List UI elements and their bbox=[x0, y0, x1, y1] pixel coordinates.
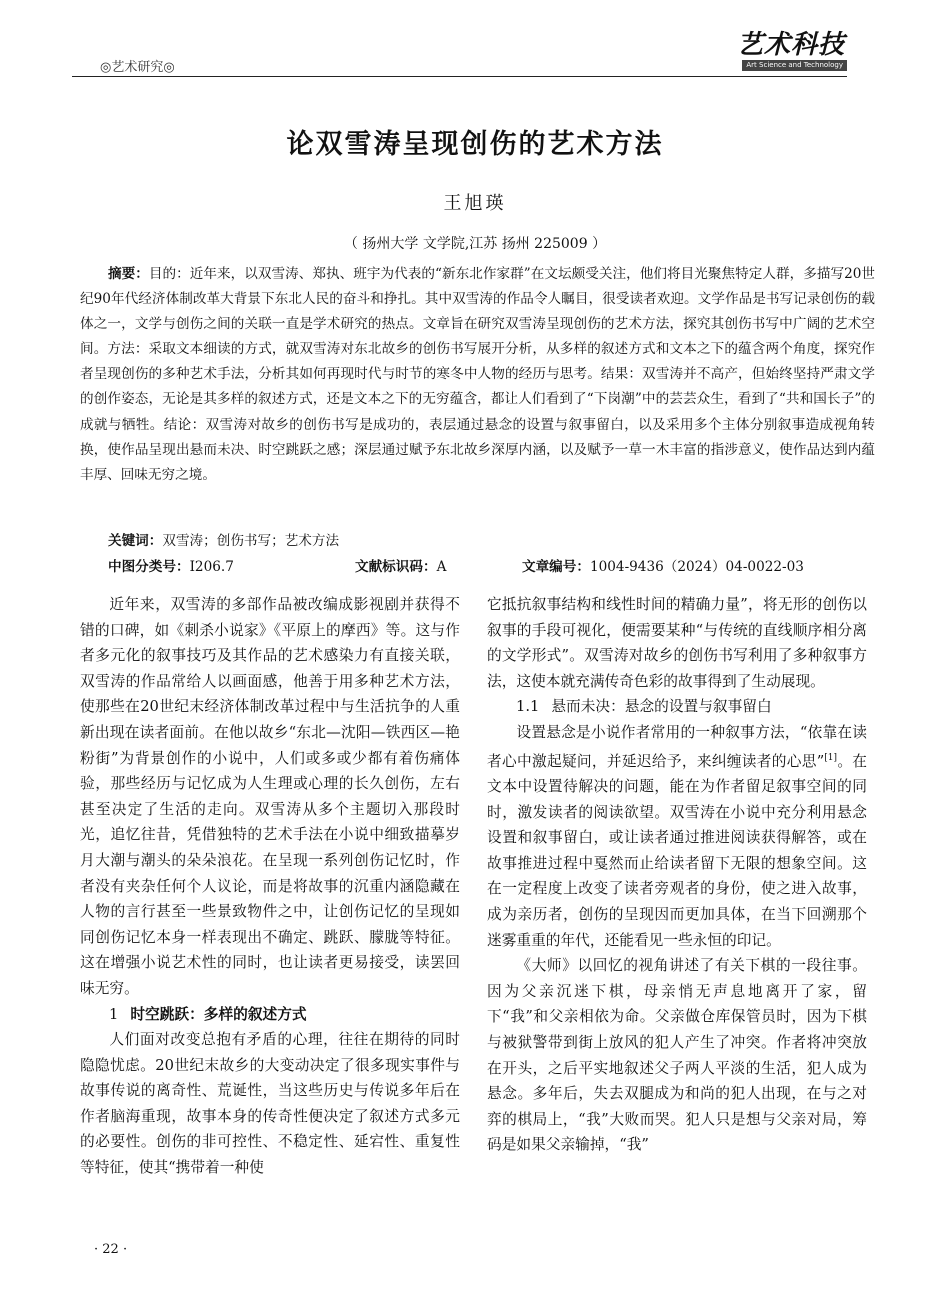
clc-label: 中图分类号： bbox=[108, 559, 190, 575]
abstract-label: 摘要： bbox=[108, 266, 149, 282]
author-affiliation: （ 扬州大学 文学院,江苏 扬州 225009 ） bbox=[343, 236, 607, 252]
journal-logo bbox=[732, 28, 847, 74]
clc-value: I206.7 bbox=[189, 559, 234, 575]
body-paragraph: 人们面对改变总抱有矛盾的心理，往往在期待的同时隐隐忧虑。20世纪末故乡的大变动决定了很多现实事件与故事传说的离奇性、荒诞性，当这些历史与传说多年后在作者脑海重现，故事本身的传奇性便决定了叙述方式多元的必要性。创伤的非可控性、不稳定性、延宕性、重复性等特征，使其“携带着一种使 bbox=[80, 1031, 460, 1177]
page-number: · 22 · bbox=[94, 1242, 128, 1257]
keywords bbox=[108, 531, 339, 551]
section-number: 1 bbox=[109, 1005, 119, 1023]
body-paragraph: 近年来，双雪涛的多部作品被改编成影视剧并获得不错的口碑，如《刺杀小说家》《平原上的摩西》等。这与作者多元化的叙事技巧及其作品的艺术感染力有直接关联，双雪涛的作品常给人以画面感，他善于用多种艺术方法，使那些在20世纪末经济体制改革过程中与生活抗争的人重新出现在读者面前。在他以故乡“东北—沈阳—铁西区—艳粉街”为背景创作的小说中，人们或多或少都有着伤痛体验，那些经历与记忆成为人生理或心理的长久创伤，左右甚至决定了生活的走向。双雪涛从多个主题切入那段时光，追忆往昔，凭借独特的艺术手法在小说中细致描摹岁月大潮与潮头的朵朵浪花。在呈现一系列创伤记忆时，作者没有夹杂任何个人议论，而是将故事的沉重内涵隐藏在人物的言行甚至一些景致物件之中，让创伤记忆的呈现如同创伤记忆本身一样表现出不确定、跳跃、朦胧等特征。这在增强小说艺术性的同时，也让读者更易接受，读罢回味无穷。 bbox=[80, 596, 460, 997]
logo-chinese-text: 艺术科技 bbox=[736, 30, 845, 60]
body-paragraph: 《大师》以回忆的视角讲述了有关下棋的一段往事。因为父亲沉迷下棋，母亲悄无声息地离开了家，留下“我”和父亲相依为命。父亲做仓库保管员时，因为下棋与被狱警带到街上放风的犯人产生了冲突。作者将冲突放在开头，之后平实地叙述父子两人平淡的生活，犯人成为悬念。多年后，失去双腿成为和尚的犯人出现，在与之对弈的棋局上，“我”大败而哭。犯人只是想与父亲对局，筹码是如果父亲输掉，“我” bbox=[487, 957, 867, 1154]
article-author: 王旭瑛 bbox=[443, 193, 507, 214]
paragraph-text: 设置悬念是小说作者常用的一种叙事方法，“依靠在读者心中激起疑问，并延迟给予，来纠缠读者的心思” bbox=[487, 723, 867, 770]
article-number-label: 文章编号： bbox=[522, 559, 590, 575]
keywords-text: 双雪涛；创伤书写；艺术方法 bbox=[162, 533, 340, 549]
clc-number bbox=[108, 557, 234, 577]
article-title: 论双雪涛呈现创伤的艺术方法 bbox=[286, 129, 664, 160]
page-header bbox=[72, 28, 847, 76]
article-number bbox=[522, 557, 804, 577]
section-title: 时空跳跃：多样的叙述方式 bbox=[130, 1005, 307, 1023]
body-paragraph: 它抵抗叙事结构和线性时间的精确力量”，将无形的创伤以叙事的手段可视化，便需要某种“与传统的直线顺序相分离的文学形式”。双雪涛对故乡的创伤书写利用了多种叙事方法，这使本就充满传奇色彩的故事得到了生动展现。 bbox=[487, 596, 867, 690]
article-number-value: 1004-9436（2024）04-0022-03 bbox=[589, 559, 804, 575]
body-column-left bbox=[80, 592, 460, 1181]
document-code-value: A bbox=[436, 559, 447, 575]
logo-english-text: Art Science and Technology bbox=[742, 60, 847, 71]
abstract-text: 目的：近年来，以双雪涛、郑执、班宇为代表的“新东北作家群”在文坛颇受关注，他们将目光聚焦特定人群，多描写20世纪90年代经济体制改革大背景下东北人民的奋斗和挣扎。其中双雪涛的作品令人瞩目，很受读者欢迎。文学作品是书写记录创伤的载体之一，文学与创伤之间的关联一直是学术研究的热点。文章旨在研究双雪涛呈现创伤的艺术方法，探究其创伤书写中广阔的艺术空间。方法：采取文本细读的方式，就双雪涛对东北故乡的创伤书写展开分析，从多样的叙述方式和文本之下的蕴含两个角度，探究作者呈现创伤的多种艺术手法，分析其如何再现时代与时节的寒冬中人物的经历与思考。结果：双雪涛并不高产，但始终坚持严肃文学的创作姿态，无论是其多样的叙述方式，还是文本之下的无穷蕴含，都让人们看到了“下岗潮”中的芸芸众生，看到了“共和国长子”的成就与牺牲。结论：双雪涛对故乡的创伤书写是成功的，表层通过悬念的设置与叙事留白，以及采用多个主体分别叙事造成视角转换，使作品呈现出悬而未决、时空跳跃之感；深层通过赋予东北故乡深厚内涵，以及赋予一草一木丰富的指涉意义，使作品达到内蕴丰厚、回味无穷之境。 bbox=[80, 266, 875, 483]
citation-reference[interactable]: [1] bbox=[824, 752, 838, 763]
section-number: 1.1 bbox=[516, 698, 540, 716]
body-paragraph bbox=[487, 720, 867, 953]
document-code bbox=[355, 557, 446, 577]
body-column-right bbox=[487, 592, 867, 1158]
document-code-label: 文献标识码： bbox=[355, 559, 437, 575]
header-divider bbox=[72, 76, 847, 77]
section-heading-1 bbox=[80, 1002, 460, 1028]
section-heading-1-1 bbox=[487, 694, 867, 720]
abstract bbox=[80, 262, 875, 488]
section-tag: ◎艺术研究◎ bbox=[100, 60, 175, 75]
paragraph-text: 。在文本中设置待解决的问题，能在为作者留足叙事空间的同时，激发读者的阅读欲望。双雪涛在小说中充分利用悬念设置和叙事留白，或让读者通过推进阅读获得解答，或在故事推进过程中戛然而止给读者留下无限的想象空间。这在一定程度上改变了读者旁观者的身份，使之进入故事，成为亲历者，创伤的呈现因而更加具体，在当下回溯那个迷雾重重的年代，还能看见一些永恒的印记。 bbox=[487, 752, 867, 949]
section-title: 悬而未决：悬念的设置与叙事留白 bbox=[551, 698, 772, 716]
keywords-label: 关键词： bbox=[108, 533, 163, 549]
